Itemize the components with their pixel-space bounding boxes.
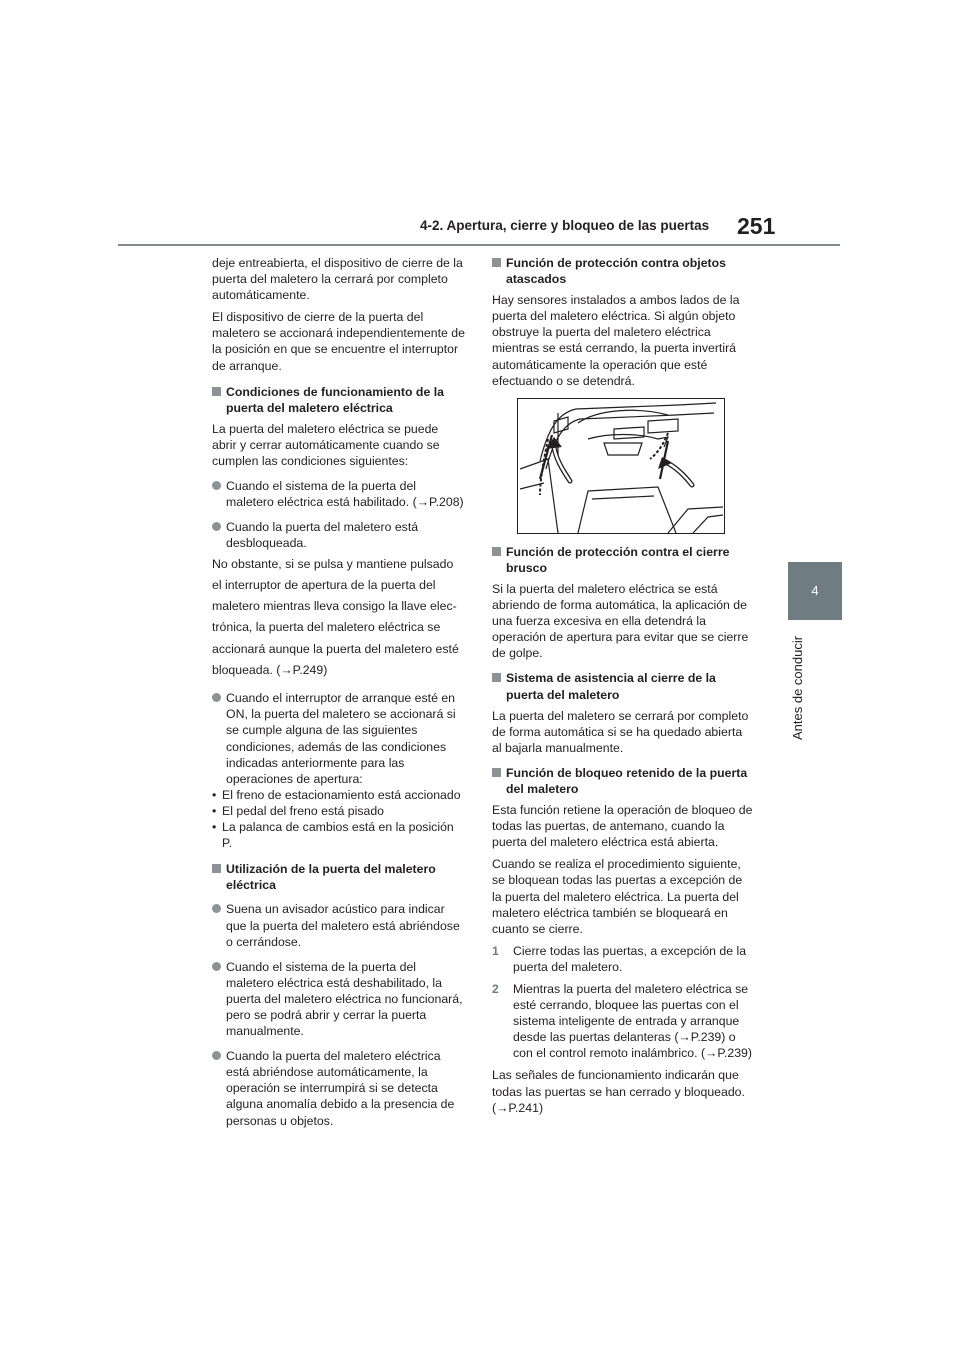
conditions-text: La puerta del maletero eléctrica se puede abrir y cerrar automáticamente cuando se cumplen las condiciones siguientes: bbox=[212, 421, 440, 469]
section-heading-close-assist: Sistema de asistencia al cierre de la puerta del maletero bbox=[492, 670, 754, 702]
note-line: accionará aunque la puerta del maletero esté bbox=[212, 641, 459, 656]
step-text: Mientras la puerta del maletero eléctrica se esté cerrando, bloquee las puertas con el sistema inteligente de entrada y arranque desde las puertas delanteras (→P.239) o con el control remoto inalámbrico. (→P.239) bbox=[513, 982, 752, 1061]
list-item: Cuando la puerta del maletero eléctrica está abriéndose automáticamente, la operación se interrumpirá si se detecta alguna anomalía debido a la presencia de personas u objetos. bbox=[212, 1048, 466, 1128]
section-heading-anti-slam: Función de protección contra el cierre brusco bbox=[492, 544, 754, 576]
anti-pinch-text: Hay sensores instalados a ambos lados de la puerta del maletero eléctrica. Si algún objeto obstruye la puerta del maletero eléctrica mientras se está cerrando, la puerta invertirá automáticamente la operación que esté efectuando o se detendrá. bbox=[492, 293, 740, 388]
note-line: el interruptor de apertura de la puerta del bbox=[212, 577, 436, 592]
note-line: No obstante, si se pulsa y mantiene pulsado bbox=[212, 556, 454, 571]
list-item: Cuando la puerta del maletero está desbloqueada. bbox=[212, 519, 466, 551]
list-item: Cuando el sistema de la puerta del maletero eléctrica está habilitado. (→P.208) bbox=[212, 478, 466, 510]
sub-list-item: • El pedal del freno está pisado bbox=[212, 803, 385, 818]
square-bullet-icon bbox=[492, 673, 501, 682]
exception-note bbox=[212, 554, 466, 682]
section-heading-usage: Utilización de la puerta del maletero eléctrica bbox=[212, 861, 466, 893]
chapter-tab: 4 bbox=[788, 562, 842, 620]
square-bullet-icon bbox=[492, 547, 501, 556]
section-title: 4-2. Apertura, cierre y bloqueo de las puertas bbox=[420, 218, 710, 233]
round-bullet-icon bbox=[212, 1051, 221, 1060]
anti-slam-text: Si la puerta del maletero eléctrica se está abriendo de forma automática, la aplicación de una fuerza excesiva en ella detendrá la operación de apertura para evitar que se cierre de golpe. bbox=[492, 581, 749, 661]
intro-paragraph-1: deje entreabierta, el dispositivo de cierre de la puerta del maletero la cerrará por completo automáticamente. bbox=[212, 256, 463, 303]
step-number: 2 bbox=[492, 982, 499, 996]
sub-list-item: • El freno de estacionamiento está accionado bbox=[212, 787, 461, 802]
square-bullet-icon bbox=[492, 258, 501, 267]
intro-paragraph-2: El dispositivo de cierre de la puerta del maletero se accionará independientemente de la posición en que se encuentre el interruptor de arranque. bbox=[212, 310, 465, 373]
section-heading-anti-pinch: Función de protección contra objetos atascados bbox=[492, 255, 754, 287]
list-item: Cuando el interruptor de arranque esté en ON, la puerta del maletero se accionará si se cumple alguna de las siguientes condiciones, además de las condiciones indicadas anteriormente para las operaciones de apertura: bbox=[212, 690, 466, 787]
closing-text: Las señales de funcionamiento indicarán que todas las puertas se han cerrado y bloqueado. (→P.241) bbox=[492, 1068, 745, 1115]
step-text: Cierre todas las puertas, a excepción de la puerta del maletero. bbox=[513, 943, 747, 974]
tailgate-sensor-illustration bbox=[517, 398, 725, 534]
note-line: bloqueada. (→P.249) bbox=[212, 662, 328, 677]
header-rule bbox=[118, 244, 840, 246]
section-heading-conditions: Condiciones de funcionamiento de la puerta del maletero eléctrica bbox=[212, 384, 466, 416]
round-bullet-icon bbox=[212, 481, 221, 490]
step-number: 1 bbox=[492, 943, 499, 958]
tailgate-illustration-svg bbox=[518, 399, 724, 533]
round-bullet-icon bbox=[212, 904, 221, 913]
round-bullet-icon bbox=[212, 693, 221, 702]
close-assist-text: La puerta del maletero se cerrará por completo de forma automática si se ha quedado abierta al bajarla manualmente. bbox=[492, 708, 749, 755]
page-number: 251 bbox=[737, 213, 776, 239]
section-heading-lock-hold: Función de bloqueo retenido de la puerta del maletero bbox=[492, 765, 754, 797]
round-bullet-icon bbox=[212, 962, 221, 971]
note-line: trónica, la puerta del maletero eléctrica se bbox=[212, 620, 441, 635]
square-bullet-icon bbox=[492, 768, 501, 777]
chapter-label: Antes de conducir bbox=[790, 635, 805, 740]
list-item: Suena un avisador acústico para indicar que la puerta del maletero está abriéndose o cerrándose. bbox=[212, 901, 466, 949]
left-column bbox=[212, 255, 466, 1135]
lock-hold-text-2: Cuando se realiza el procedimiento siguiente, se bloquean todas las puertas a excepción de la puerta del maletero eléctrica. La puerta del maletero eléctrica también se bloqueará en cuanto se cierre. bbox=[492, 857, 743, 936]
square-bullet-icon bbox=[212, 387, 221, 396]
list-item: Cuando el sistema de la puerta del maletero eléctrica está deshabilitado, la puerta del maletero eléctrica no funcionará, pero se podrá abrir y cerrar la puerta manualmente. bbox=[212, 959, 466, 1039]
right-column bbox=[492, 255, 754, 1122]
note-line: maletero mientras lleva consigo la llave elec- bbox=[212, 599, 457, 614]
procedure-step bbox=[492, 943, 754, 975]
procedure-step bbox=[492, 981, 754, 1061]
round-bullet-icon bbox=[212, 522, 221, 531]
square-bullet-icon bbox=[212, 864, 221, 873]
chapter-label-box bbox=[787, 630, 807, 740]
sub-list-item: • La palanca de cambios está en la posición P. bbox=[212, 820, 454, 851]
sub-list bbox=[212, 787, 466, 851]
lock-hold-text-1: Esta función retiene la operación de bloqueo de todas las puertas, de antemano, cuando la puerta del maletero eléctrica está abierta. bbox=[492, 803, 753, 850]
